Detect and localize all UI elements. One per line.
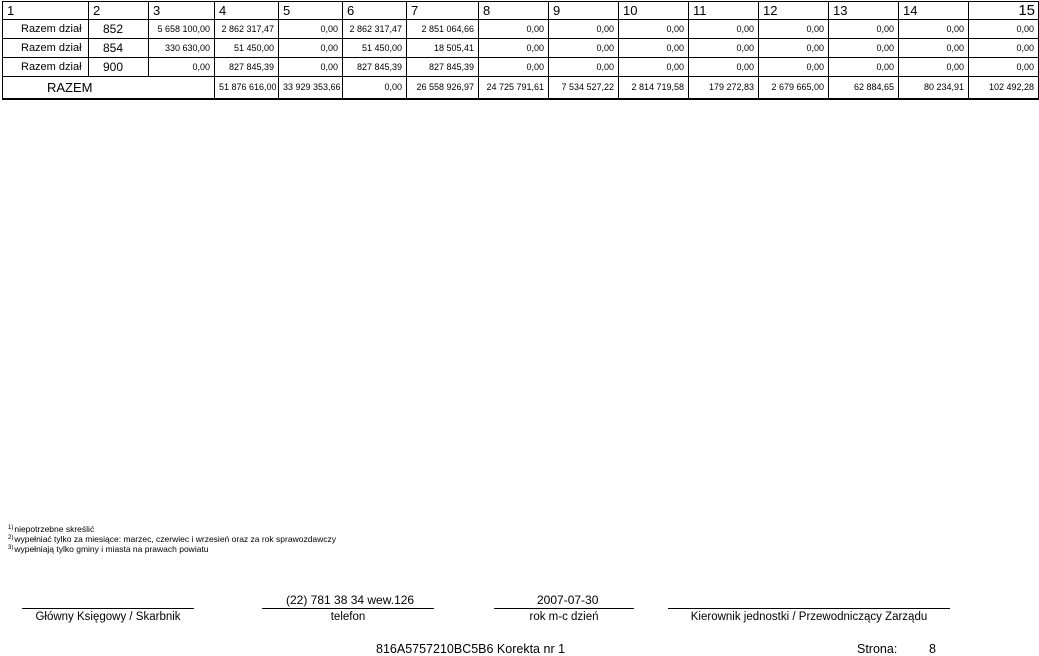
table-cell: 0,00 bbox=[549, 20, 619, 39]
table-cell: 18 505,41 bbox=[407, 39, 479, 58]
table-cell: 0,00 bbox=[479, 58, 549, 77]
table-cell: 0,00 bbox=[759, 39, 829, 58]
table-cell: 0,00 bbox=[479, 39, 549, 58]
total-label: RAZEM bbox=[3, 77, 215, 100]
total-cell: 24 725 791,61 bbox=[479, 77, 549, 100]
table-cell: 0,00 bbox=[689, 39, 759, 58]
footnote-mark: 1) bbox=[8, 525, 14, 531]
phone-value: (22) 781 38 34 wew.126 bbox=[286, 593, 415, 607]
table-cell: 827 845,39 bbox=[343, 58, 407, 77]
column-header: 1 bbox=[3, 2, 89, 20]
date-line bbox=[494, 608, 634, 609]
total-cell: 62 884,65 bbox=[829, 77, 899, 100]
table-cell: 0,00 bbox=[279, 20, 343, 39]
row-code: 900 bbox=[89, 58, 149, 77]
page-label: Strona: bbox=[857, 642, 898, 656]
table-cell: 827 845,39 bbox=[215, 58, 279, 77]
footnote-2 bbox=[8, 534, 336, 544]
table-row bbox=[3, 58, 1039, 77]
total-cell: 51 876 616,00 bbox=[215, 77, 279, 100]
table-cell: 0,00 bbox=[619, 20, 689, 39]
table-cell: 0,00 bbox=[619, 39, 689, 58]
total-cell: 26 558 926,97 bbox=[407, 77, 479, 100]
report-body bbox=[3, 2, 1039, 100]
phone-label: telefon bbox=[330, 611, 366, 623]
table-cell: 0,00 bbox=[969, 58, 1039, 77]
table-cell: 0,00 bbox=[619, 58, 689, 77]
page-number: 8 bbox=[929, 642, 936, 656]
column-header: 15 bbox=[969, 2, 1039, 20]
row-code: 852 bbox=[89, 20, 149, 39]
column-header: 11 bbox=[689, 2, 759, 20]
column-header: 13 bbox=[829, 2, 899, 20]
table-cell: 0,00 bbox=[549, 39, 619, 58]
table-cell: 0,00 bbox=[689, 58, 759, 77]
table-cell: 2 862 317,47 bbox=[215, 20, 279, 39]
column-header: 4 bbox=[215, 2, 279, 20]
report-table bbox=[2, 1, 1039, 100]
total-cell: 80 234,91 bbox=[899, 77, 969, 100]
table-cell: 0,00 bbox=[829, 58, 899, 77]
column-header: 12 bbox=[759, 2, 829, 20]
column-header: 5 bbox=[279, 2, 343, 20]
footnote-text: wypełniają tylko gminy i miasta na prawach powiatu bbox=[14, 544, 209, 554]
footnote-1 bbox=[8, 524, 336, 534]
chief-accountant-label: Główny Księgowy / Skarbnik bbox=[35, 611, 181, 623]
total-cell: 33 929 353,66 bbox=[279, 77, 343, 100]
table-cell: 0,00 bbox=[759, 58, 829, 77]
table-cell: 827 845,39 bbox=[407, 58, 479, 77]
table-cell: 0,00 bbox=[759, 20, 829, 39]
table-cell: 0,00 bbox=[899, 58, 969, 77]
column-header: 14 bbox=[899, 2, 969, 20]
table-cell: 0,00 bbox=[969, 20, 1039, 39]
column-header: 8 bbox=[479, 2, 549, 20]
footnote-mark: 2) bbox=[8, 535, 14, 541]
date-value: 2007-07-30 bbox=[537, 593, 599, 607]
table-cell: 0,00 bbox=[969, 39, 1039, 58]
total-cell: 2 814 719,58 bbox=[619, 77, 689, 100]
table-cell: 0,00 bbox=[479, 20, 549, 39]
table-cell: 0,00 bbox=[279, 39, 343, 58]
footnote-text: wypełniać tylko za miesiące: marzec, czerwiec i wrzesień oraz za rok sprawozdawczy bbox=[14, 534, 337, 544]
table-row bbox=[3, 39, 1039, 58]
table-cell: 0,00 bbox=[899, 20, 969, 39]
table-cell: 0,00 bbox=[829, 39, 899, 58]
table-row bbox=[3, 20, 1039, 39]
column-header: 3 bbox=[149, 2, 215, 20]
table-cell: 0,00 bbox=[549, 58, 619, 77]
column-header: 9 bbox=[549, 2, 619, 20]
total-cell: 179 272,83 bbox=[689, 77, 759, 100]
row-code: 854 bbox=[89, 39, 149, 58]
footnote-text: niepotrzebne skreślić bbox=[14, 524, 95, 534]
column-header: 6 bbox=[343, 2, 407, 20]
total-cell: 2 679 665,00 bbox=[759, 77, 829, 100]
column-header: 10 bbox=[619, 2, 689, 20]
table-cell: 51 450,00 bbox=[343, 39, 407, 58]
head-label: Kierownik jednostki / Przewodniczący Zarządu bbox=[690, 611, 928, 623]
total-cell: 7 534 527,22 bbox=[549, 77, 619, 100]
document-id: 816A5757210BC5B6 Korekta nr 1 bbox=[376, 642, 566, 656]
table-cell: 5 658 100,00 bbox=[149, 20, 215, 39]
table-cell: 51 450,00 bbox=[215, 39, 279, 58]
table-cell: 0,00 bbox=[279, 58, 343, 77]
footnote-3 bbox=[8, 544, 336, 554]
date-label: rok m-c dzień bbox=[529, 611, 599, 623]
column-header: 2 bbox=[89, 2, 149, 20]
chief-accountant-signature-line bbox=[22, 608, 194, 609]
row-label: Razem dział bbox=[3, 39, 89, 58]
total-row bbox=[3, 77, 1039, 100]
table-cell: 2 862 317,47 bbox=[343, 20, 407, 39]
total-cell: 102 492,28 bbox=[969, 77, 1039, 100]
footnote-mark: 3) bbox=[8, 545, 14, 551]
row-label: Razem dział bbox=[3, 20, 89, 39]
row-label: Razem dział bbox=[3, 58, 89, 77]
footnotes bbox=[8, 524, 336, 554]
table-cell: 0,00 bbox=[829, 20, 899, 39]
table-cell: 2 851 064,66 bbox=[407, 20, 479, 39]
head-signature-line bbox=[668, 608, 950, 609]
table-cell: 0,00 bbox=[899, 39, 969, 58]
table-cell: 330 630,00 bbox=[149, 39, 215, 58]
table-cell: 0,00 bbox=[149, 58, 215, 77]
phone-line bbox=[262, 608, 434, 609]
table-cell: 0,00 bbox=[689, 20, 759, 39]
column-header: 7 bbox=[407, 2, 479, 20]
total-cell: 0,00 bbox=[343, 77, 407, 100]
column-header-row bbox=[3, 2, 1039, 20]
